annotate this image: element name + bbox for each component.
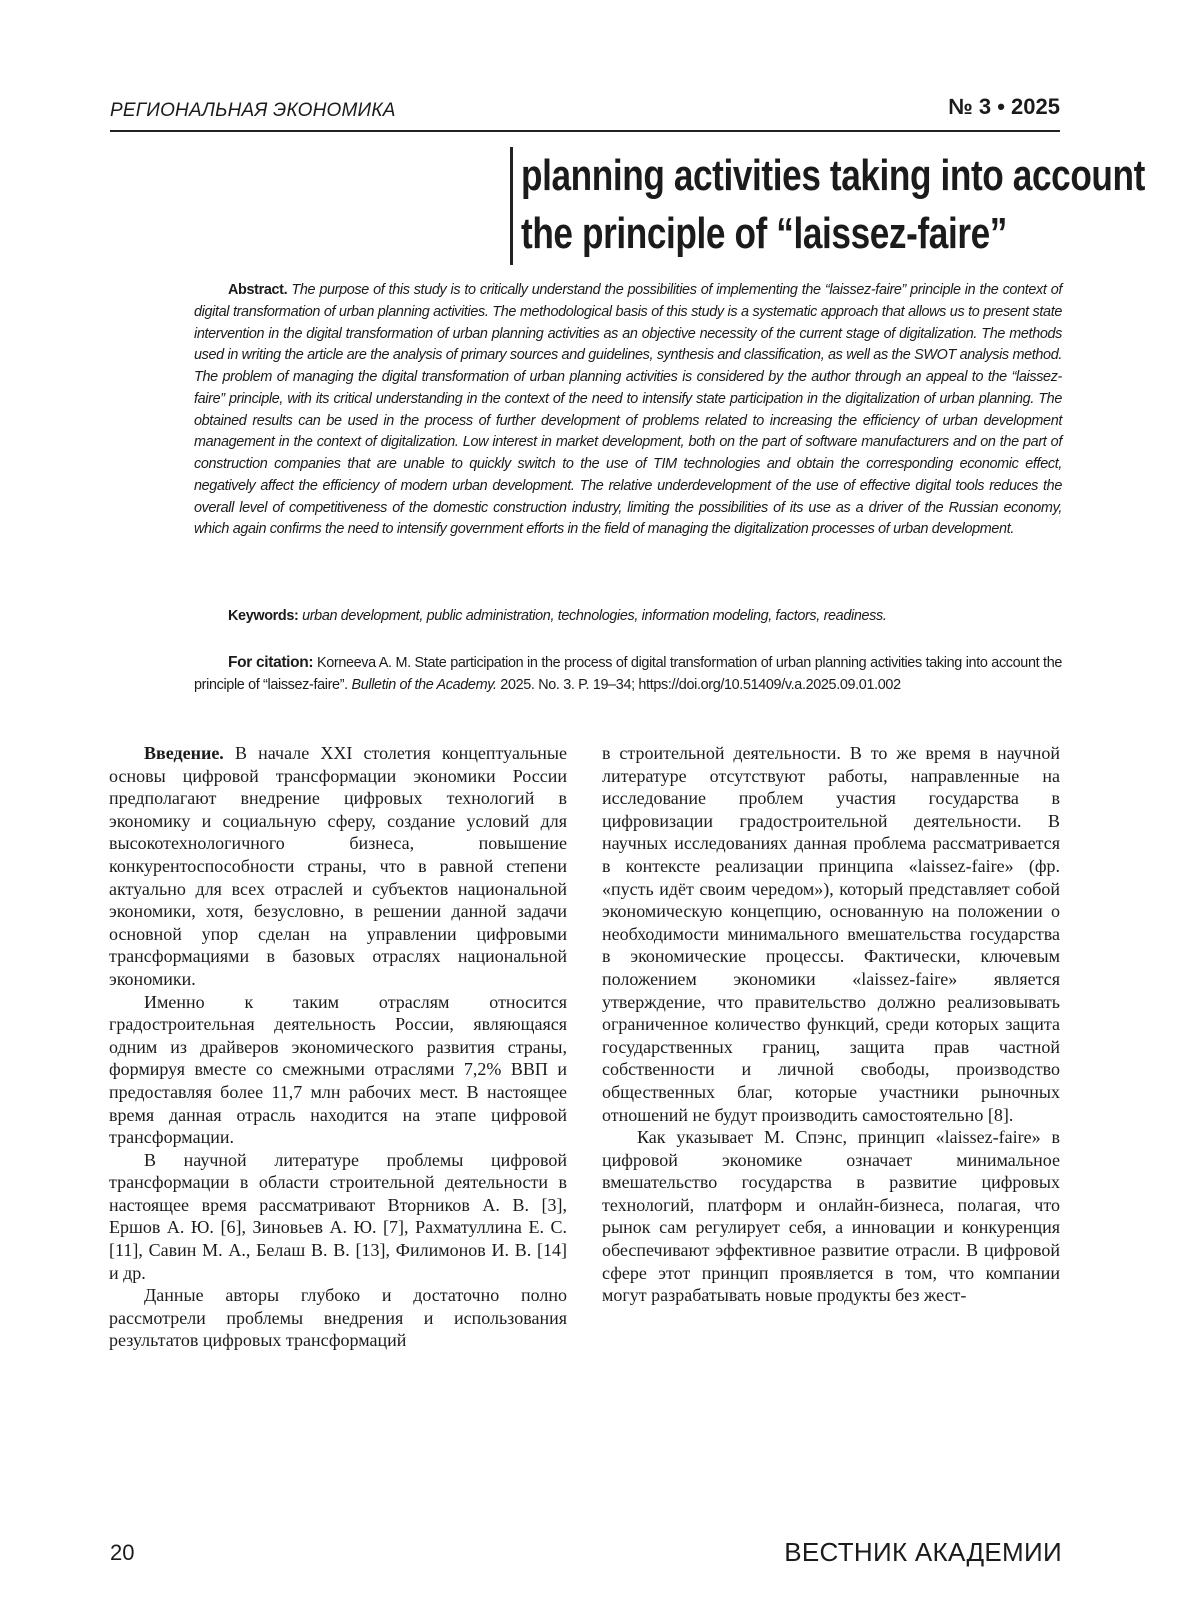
- citation-journal: Bulletin of the Academy.: [351, 676, 497, 693]
- citation: [194, 652, 1062, 697]
- article-title: [510, 147, 1145, 265]
- issue-number: № 3 • 2025: [948, 94, 1060, 119]
- running-header: [110, 92, 1060, 132]
- keywords: [194, 606, 1062, 628]
- citation-details: 2025. No. 3. P. 19–34; https://doi.org/10.51409/v.a.2025.09.01.002: [500, 676, 901, 693]
- title-line-1: planning activities taking into account: [521, 151, 1145, 200]
- abstract: [194, 280, 1062, 541]
- paragraph-3: В научной литературе проблемы цифровой трансформации в области строительной деятельности в настоящее время рассматривают Вторников А. В. [3], Ершов А. Ю. [6], Зиновьев А. Ю. [7], Рахматуллина Е. С. [11], Савин М. А., Белаш В. В. [13], Филимонов И. В. [14] и др.: [109, 1149, 567, 1283]
- title-line-2: the principle of “laissez-faire”: [521, 209, 1007, 258]
- abstract-label: Abstract.: [228, 282, 288, 298]
- paragraph-6: Как указывает М. Спэнс, принцип «laissez-faire» в цифровой экономике означает минимальное вмешательство государства в развитие цифровых технологий, платформ и онлайн-бизнеса, полагая, что рынок сам регулирует себя, а инновации и конкуренция обеспечивают эффективное развитие отрасли. В цифровой сфере этот принцип проявляется в том, что компании могут разрабатывать новые продукты без жест-: [602, 1127, 1060, 1306]
- footer-journal-name: ВЕСТНИК АКАДЕМИИ: [784, 1537, 1062, 1567]
- abstract-text: The purpose of this study is to critically understand the possibilities of implementing the “laissez-faire” principle in the context of digital transformation of urban planning activities. The methodological basis of this study is a systematic approach that allows us to present state intervention in the digital transformation of urban planning activities as an objective necessity of the current stage of digitalization. The methods used in writing the article are the analysis of primary sources and guidelines, synthesis and classification, as well as the SWOT analysis method. The problem of managing the digital transformation of urban planning activities is considered by the author through an appeal to the “laissez-faire” principle, with its critical understanding in the context of the need to intensify state participation in the digitalization of urban planning. The obtained results can be used in the process of further development of problems related to increasing the efficiency of urban development management in the context of digitalization. Low interest in market development, both on the part of software manufacturers and on the part of construction companies that are unable to quickly switch to the use of TIM technologies and obtain the corresponding economic effect, negatively affect the efficiency of modern urban development. The relative underdevelopment of the use of effective digital tools reduces the overall level of competitiveness of the domestic construction industry, limiting the possibilities of its use as a driver of the Russian economy, which again confirms the need to intensify government efforts in the field of managing the digitalization processes of urban development.: [194, 282, 1062, 538]
- body-column-right: [602, 742, 1060, 1307]
- paragraph-1-text: В начале XXI столетия концептуальные основы цифровой трансформации экономики России предполагают внедрение цифровых технологий в экономику и социальную сферу, создание условий для высокотехнологичного бизнеса, повышение конкурентоспособности страны, что в равной степени актуально для всех отраслей и субъектов национальной экономики, хотя, безусловно, в решении данной задачи основной упор сделан на управлении цифровыми трансформациями в базовых отраслях национальной экономики.: [109, 743, 568, 989]
- citation-text: Korneeva A. M. State participation in the process of digital transformation of urban planning activities taking into account the principle of “laissez-faire”.: [194, 655, 1063, 693]
- paragraph-5: в строительной деятельности. В то же время в научной литературе отсутствуют работы, направленные на исследование проблем участия государства в цифровизации градостроительной деятельности. В научных исследованиях данная проблема рассматривается в контексте реализации принципа «laissez-faire» (фр. «пусть идёт своим чередом»), который представляет собой экономическую концепцию, основанную на положении о необходимости минимального вмешательства государства в экономические процессы. Фактически, ключевым положением экономики «laissez-faire» является утверждение, что правительство должно реализовывать ограниченное количество функций, среди которых защита государственных границ, защита прав частной собственности и личной свободы, производство общественных благ, которые участники рыночных отношений не будут производить самостоятельно [8].: [602, 743, 1060, 1125]
- journal-name: РЕГИОНАЛЬНАЯ ЭКОНОМИКА: [110, 100, 396, 121]
- body-column-left: [109, 742, 567, 1352]
- keywords-label: Keywords:: [228, 608, 299, 624]
- paragraph-2: Именно к таким отраслям относится градостроительная деятельность России, являющаяся одним из драйверов экономического развития страны, формируя вместе со смежными отраслями 7,2% ВВП и предоставляя более 11,7 млн рабочих мест. В настоящее время данная отрасль находится на этапе цифровой трансформации.: [109, 991, 567, 1148]
- citation-label: For citation:: [228, 654, 314, 671]
- page-number: 20: [110, 1540, 135, 1565]
- paragraph-intro: [109, 742, 567, 991]
- intro-label: Введение.: [144, 743, 224, 763]
- keywords-text: urban development, public administration, technologies, information modeling, factors, readiness.: [302, 608, 887, 624]
- paragraph-4: Данные авторы глубоко и достаточно полно рассмотрели проблемы внедрения и использования результатов цифровых трансформаций: [109, 1285, 567, 1351]
